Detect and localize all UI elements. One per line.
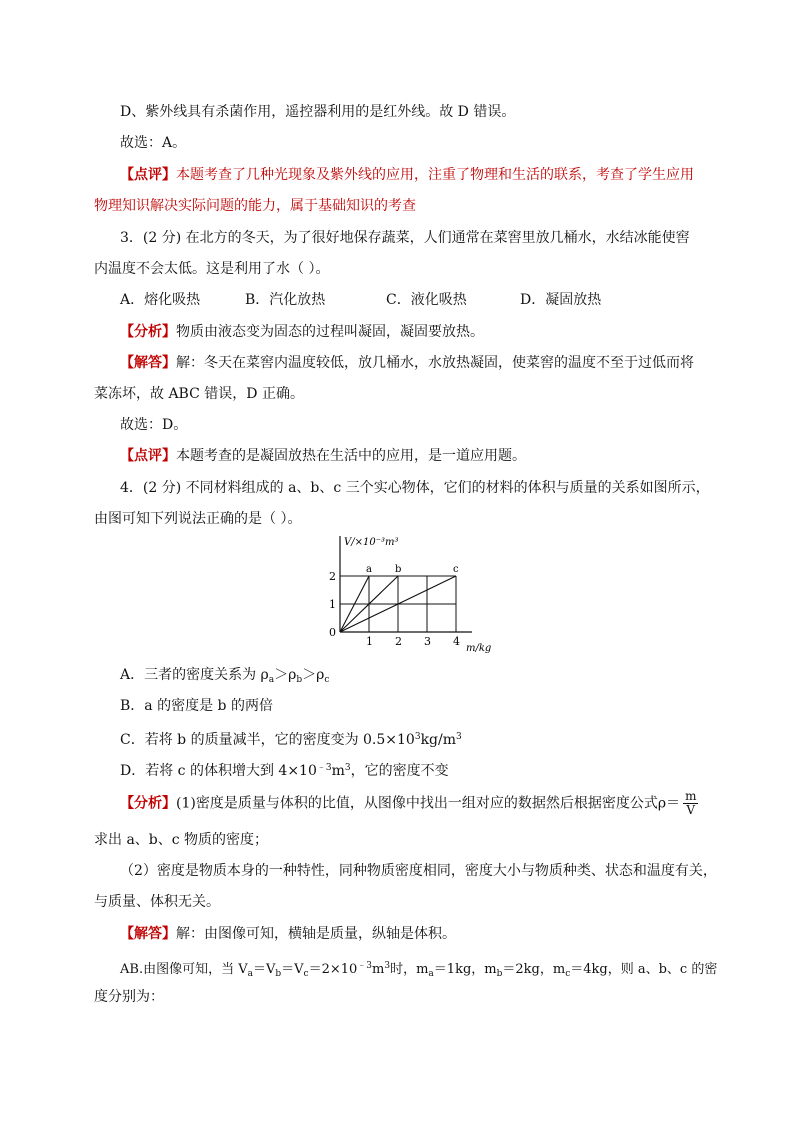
option-d-text: ，它的密度不变 <box>350 763 449 779</box>
x-tick-label: 4 <box>453 635 460 648</box>
comment-tag: 【点评】 <box>120 167 176 183</box>
answer-ab-text: ＝V <box>281 962 304 977</box>
density-fraction <box>683 790 698 817</box>
question-3-stem-continuation: 内温度不会太低。这是利用了水（ ）。 <box>94 261 330 277</box>
answer-text: 解：由图像可知，横轴是质量，纵轴是体积。 <box>176 926 456 942</box>
option-c-text: C．若将 b 的质量减半，它的密度变为 0.5×10 <box>120 732 415 748</box>
superscript: ﹣3 <box>316 763 332 773</box>
option-d <box>120 758 449 781</box>
option-c: C．液化吸热 <box>386 292 467 308</box>
question-4-stem-continuation: 由图可知下列说法正确的是（ ）。 <box>94 511 302 527</box>
analysis-text: 物质由液态变为固态的过程叫凝固，凝固要放热。 <box>176 324 484 340</box>
subscript: b <box>275 969 282 979</box>
answer-tag: 【解答】 <box>120 355 176 371</box>
option-a <box>120 665 329 690</box>
comment-text: 本题考查的是凝固放热在生活中的应用，是一道应用题。 <box>176 448 526 464</box>
option-d-text: D．若将 c 的体积增大到 4×10 <box>120 763 317 779</box>
analysis-paragraph <box>120 322 484 342</box>
subscript: c <box>303 969 309 979</box>
analysis-continuation: 与质量、体积无关。 <box>94 894 220 910</box>
superscript: 3 <box>456 732 462 742</box>
answer-ab-text: ＝2×10 <box>308 962 358 977</box>
option-a-text: ＞ρ <box>302 667 325 683</box>
option-b: B．a 的密度是 b 的两倍 <box>120 698 273 714</box>
option-d-text: m <box>331 763 345 779</box>
subscript: a <box>247 969 253 979</box>
answer-ab-text: ＝1kg，m <box>433 962 497 977</box>
y-axis-label: V/×10⁻³m³ <box>344 537 399 548</box>
answer-ab-continuation: 度分别为： <box>94 989 164 1005</box>
option-c-text: kg/m <box>420 732 457 748</box>
subscript: b <box>296 675 303 685</box>
x-tick-label: 2 <box>395 635 402 648</box>
x-axis-label: m/kg <box>466 643 492 654</box>
answer-continuation: 菜冻坏，故 ABC 错误，D 正确。 <box>94 386 304 402</box>
answer-text: 解：冬天在菜窖内温度较低，放几桶水，水放热凝固，使菜窖的温度不至于过低而将 <box>176 355 694 371</box>
comment-tag: 【点评】 <box>120 448 176 464</box>
fraction-denominator: V <box>686 803 696 817</box>
answer-ab-text: ＝V <box>252 962 276 977</box>
x-tick-label: 1 <box>366 635 373 648</box>
answer-paragraph <box>120 924 456 944</box>
analysis-continuation: 求出 a、b、c 物质的密度； <box>94 832 269 848</box>
answer-ab-text: AB.由图像可知，当 V <box>120 962 248 977</box>
superscript: 3 <box>344 763 351 773</box>
comment-text: 本题考查了几种光现象及紫外线的应用，注重了物理和生活的联系，考查了学生应用 <box>176 167 694 183</box>
subscript: c <box>324 675 330 685</box>
analysis-paragraph <box>120 790 698 817</box>
analysis-text: (1)密度是质量与体积的比值，从图像中找出一组对应的数据然后根据密度公式ρ＝ <box>176 795 681 812</box>
option-c <box>120 727 462 750</box>
answer-tag: 【解答】 <box>120 926 176 942</box>
analysis-tag: 【分析】 <box>120 795 176 812</box>
option-a-text: ＞ρ <box>274 667 297 683</box>
y-tick-label: 0 <box>329 626 336 639</box>
answer-ab-text: ＝4kg，则 a、b、c 的密 <box>570 962 718 977</box>
volume-mass-chart <box>320 532 520 657</box>
superscript: 3 <box>414 732 421 742</box>
series-label-c: c <box>453 564 459 575</box>
text-line: 故选：A。 <box>120 135 187 151</box>
series-label-b: b <box>395 564 402 575</box>
y-tick-label: 1 <box>329 598 336 611</box>
answer-ab-text: 时，m <box>390 962 429 977</box>
comment-paragraph <box>120 165 694 185</box>
option-a-text: A．三者的密度关系为 ρ <box>120 667 269 683</box>
analysis-tag: 【分析】 <box>120 324 176 340</box>
option-a: A．熔化吸热 <box>120 292 201 308</box>
subscript: b <box>496 969 503 979</box>
answer-ab-text: m <box>372 962 385 977</box>
comment-paragraph <box>120 446 526 466</box>
subscript: a <box>428 969 434 979</box>
fraction-numerator: m <box>685 789 697 803</box>
y-tick-label: 2 <box>329 570 336 583</box>
choice-line: 故选：D。 <box>120 417 188 433</box>
superscript: 3 <box>384 961 391 971</box>
answer-ab-text: ＝2kg，m <box>502 962 566 977</box>
question-3-stem: 3．(2 分) 在北方的冬天，为了很好地保存蔬菜，人们通常在菜窖里放几桶水，水结冰能使窖 <box>120 230 690 246</box>
text-line: D、紫外线具有杀菌作用，遥控器利用的是红外线。故 D 错误。 <box>120 104 516 120</box>
analysis-point-2: （2）密度是物质本身的一种特性，同种物质密度相同，密度大小与物质种类、状态和温度有关， <box>120 863 717 879</box>
subscript: a <box>268 675 275 685</box>
question-4-stem: 4．(2 分) 不同材料组成的 a、b、c 三个实心物体，它们的材料的体积与质量的关系如图所示， <box>120 480 710 496</box>
comment-continuation: 物理知识解决实际问题的能力，属于基础知识的考查 <box>94 198 416 214</box>
option-b: B．汽化放热 <box>245 292 326 308</box>
answer-ab-line <box>120 956 717 984</box>
subscript: c <box>565 969 571 979</box>
answer-paragraph <box>120 353 694 373</box>
option-d: D．凝固放热 <box>520 292 602 308</box>
x-tick-label: 3 <box>424 635 431 648</box>
superscript: ﹣3 <box>357 961 373 971</box>
series-label-a: a <box>366 564 372 575</box>
